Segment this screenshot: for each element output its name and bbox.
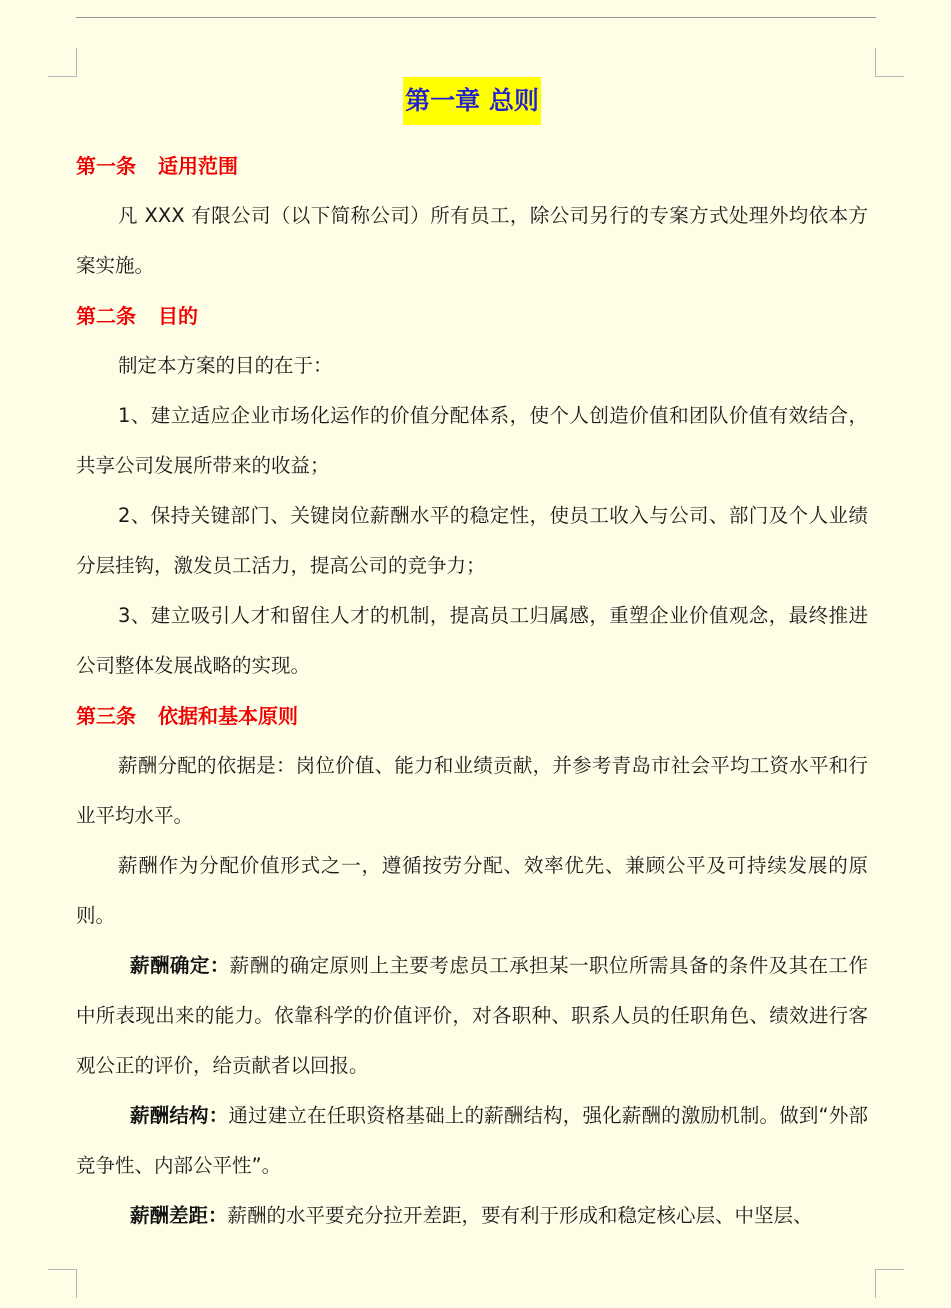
- chapter-heading: [76, 77, 868, 127]
- list-item: 2、保持关键部门、关键岗位薪酬水平的稳定性，使员工收入与公司、部门及个人业绩分层挂钩，激发员工活力，提高公司的竞争力；: [76, 504, 868, 577]
- article-heading-3: [76, 691, 868, 741]
- principle-text: 薪酬的水平要充分拉开差距，要有利于形成和稳定核心层、中坚层、: [227, 1204, 813, 1227]
- chapter-title: 第一章 总则: [403, 77, 541, 125]
- paragraph: 薪酬分配的依据是：岗位价值、能力和业绩贡献，并参考青岛市社会平均工资水平和行业平均水平。: [76, 754, 868, 827]
- list-item: 3、建立吸引人才和留住人才的机制，提高员工归属感，重塑企业价值观念，最终推进公司整体发展战略的实现。: [76, 604, 868, 677]
- principle-text: 通过建立在任职资格基础上的薪酬结构，强化薪酬的激励机制。做到“外部竞争性、内部公平性”。: [76, 1104, 868, 1177]
- paragraph: 制定本方案的目的在于：: [118, 354, 333, 377]
- crop-mark-top-left: [48, 48, 77, 77]
- article-title: 依据和基本原则: [158, 704, 298, 728]
- principle-salary-structure: [76, 1091, 868, 1191]
- principle-salary-determination: [76, 941, 868, 1091]
- article-title: 适用范围: [158, 154, 238, 178]
- article-heading-2: [76, 291, 868, 341]
- principle-salary-gap: [76, 1191, 868, 1241]
- paragraph: 凡 XXX 有限公司（以下简称公司）所有员工，除公司另行的专案方式处理外均依本方案实施。: [76, 204, 868, 277]
- principle-text: 薪酬的确定原则上主要考虑员工承担某一职位所需具备的条件及其在工作中所表现出来的能力。依靠科学的价值评价，对各职种、职系人员的任职角色、绩效进行客观公正的评价，给贡献者以回报。: [76, 954, 868, 1077]
- article-number: 第三条: [76, 704, 136, 728]
- article-heading-1: [76, 141, 868, 191]
- crop-mark-bottom-left: [48, 1269, 77, 1298]
- principle-label: 薪酬差距：: [130, 1204, 228, 1227]
- principle-label: 薪酬确定：: [130, 954, 230, 977]
- article-number: 第二条: [76, 304, 136, 328]
- crop-mark-bottom-right: [875, 1269, 904, 1298]
- document-body: [76, 77, 868, 1241]
- article-title: 目的: [158, 304, 198, 328]
- list-item: 1、建立适应企业市场化运作的价值分配体系，使个人创造价值和团队价值有效结合，共享公司发展所带来的收益；: [76, 404, 868, 477]
- principle-label: 薪酬结构：: [130, 1104, 229, 1127]
- crop-mark-top-right: [875, 48, 904, 77]
- header-rule: [76, 17, 876, 18]
- paragraph: 薪酬作为分配价值形式之一，遵循按劳分配、效率优先、兼顾公平及可持续发展的原则。: [76, 854, 868, 927]
- article-number: 第一条: [76, 154, 136, 178]
